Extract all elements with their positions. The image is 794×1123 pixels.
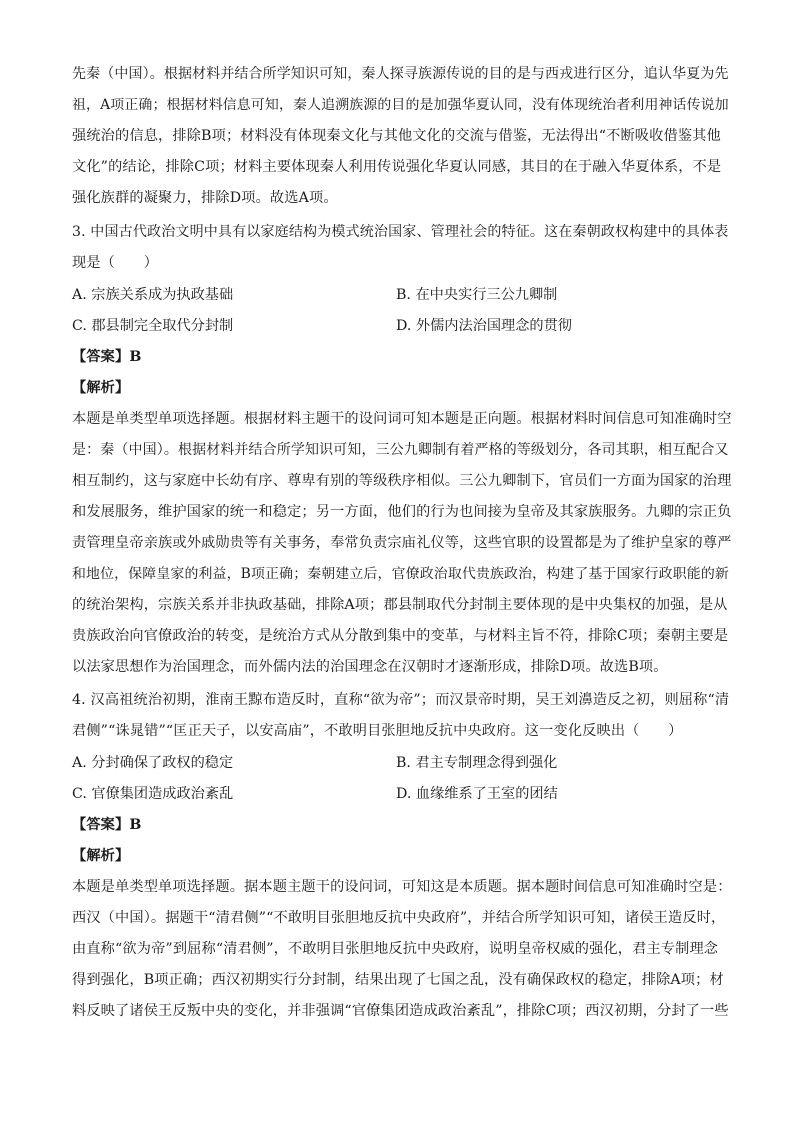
q4-analysis-line-4: 得到强化，B项正确；西汉初期实行分封制，结果出现了七国之乱，没有确保政权的稳定，排除A项；材: [72, 972, 724, 988]
q3-answer: 【答案】B: [72, 349, 142, 365]
q3-analysis-label: 【解析】: [72, 380, 130, 396]
q4-option-c: C. 官僚集团造成政治紊乱: [72, 786, 234, 802]
prev-analysis-line-4: 文化”的结论，排除C项；材料主要体现秦人利用传说强化华夏认同感，其目的在于融入华夏体系，不是: [72, 159, 722, 175]
prev-analysis-line-5: 强化族群的凝聚力，排除D项。故选A项。: [72, 190, 338, 206]
q3-analysis-line-2: 是：秦（中国）。根据材料并结合所学知识可知，三公九卿制有着严格的等级划分，各司其职，相互配合又: [72, 442, 729, 458]
q4-analysis-line-3: 由直称“欲为帝”到屈称“清君侧”，不敢明目张胆地反抗中央政府，说明皇帝权威的强化，君主专制理念: [72, 941, 719, 957]
q3-analysis-line-7: 的统治架构，宗族关系并非执政基础，排除A项；郡县制取代分封制主要体现的是中央集权的加强，是从: [72, 597, 728, 613]
q3-option-a: A. 宗族关系成为执政基础: [72, 287, 234, 303]
prev-analysis-line-1: 先秦（中国）。根据材料并结合所学知识可知，秦人探寻族源传说的目的是与西戎进行区分，追认华夏为先: [72, 66, 729, 82]
q3-analysis-line-3: 相互制约，这与家庭中长幼有序、尊卑有别的等级秩序相似。三公九卿制下，官员们一方面为国家的治理: [72, 473, 732, 489]
q3-stem-line-1: 3. 中国古代政治文明中具有以家庭结构为模式统治国家、管理社会的特征。这在秦朝政权构建中的具体表: [72, 224, 729, 240]
q3-option-c: C. 郡县制完全取代分封制: [72, 318, 234, 334]
q3-option-d: D. 外儒内法治国理念的贯彻: [396, 318, 572, 334]
q3-stem-line-2: 现是（ ）: [72, 255, 159, 271]
q3-option-b: B. 在中央实行三公九卿制: [396, 287, 558, 303]
q4-stem-line-1: 4. 汉高祖统治初期，淮南王黥布造反时，直称“欲为帝”；而汉景帝时期，吴王刘濞造反之初，则屈称“清: [72, 692, 730, 708]
q4-stem-line-2: 君侧”“诛晁错”“匡正天子，以安高庙”，不敢明目张胆地反抗中央政府。这一变化反映出（ ）: [72, 723, 683, 739]
q3-analysis-line-6: 和地位，保障皇家的利益，B项正确；秦朝建立后，官僚政治取代贵族政治，构建了基于国家行政职能的新: [72, 566, 729, 582]
q4-analysis-line-2: 西汉（中国）。据题干“清君侧”“不敢明目张胆地反抗中央政府”，并结合所学知识可知，诸侯王造反时，: [72, 910, 726, 926]
prev-analysis-line-3: 强统治的信息，排除B项；材料没有体现秦文化与其他文化的交流与借鉴，无法得出“不断吸收借鉴其他: [72, 128, 721, 144]
q4-analysis-line-1: 本题是单类型单项选择题。据本题主题干的设问词，可知这是本质题。据本题时间信息可知准确时空是：: [72, 879, 732, 895]
q4-option-b: B. 君主专制理念得到强化: [396, 755, 558, 771]
q4-answer: 【答案】B: [72, 817, 142, 833]
prev-analysis-line-2: 祖，A项正确；根据材料信息可知，秦人追溯族源的目的是加强华夏认同，没有体现统治者利用神话传说加: [72, 97, 729, 113]
q3-analysis-line-1: 本题是单类型单项选择题。根据材料主题干的设问词可知本题是正向题。根据材料时间信息可知准确时空: [72, 411, 732, 427]
q3-analysis-line-5: 责管理皇帝亲族或外戚勋贵等有关事务，奉常负责宗庙礼仪等，这些官职的设置都是为了维护皇家的尊严: [72, 535, 732, 551]
q3-analysis-line-8: 贵族政治向官僚政治的转变，是统治方式从分散到集中的变革，与材料主旨不符，排除C项；秦朝主要是: [72, 628, 729, 644]
q3-analysis-line-4: 和发展服务，维护国家的统一和稳定；另一方面，他们的行为也间接为皇帝及其家族服务。九卿的宗正负: [72, 504, 732, 520]
q4-option-d: D. 血缘维系了王室的团结: [396, 786, 558, 802]
q4-analysis-line-5: 料反映了诸侯王反叛中央的变化，并非强调“官僚集团造成政治紊乱”，排除C项；西汉初期，分封了一些: [72, 1003, 729, 1019]
q3-analysis-line-9: 以法家思想作为治国理念，而外儒内法的治国理念在汉朝时才逐渐形成，排除D项。故选B项。: [72, 659, 668, 675]
q4-option-a: A. 分封确保了政权的稳定: [72, 755, 234, 771]
q4-analysis-label: 【解析】: [72, 848, 130, 864]
